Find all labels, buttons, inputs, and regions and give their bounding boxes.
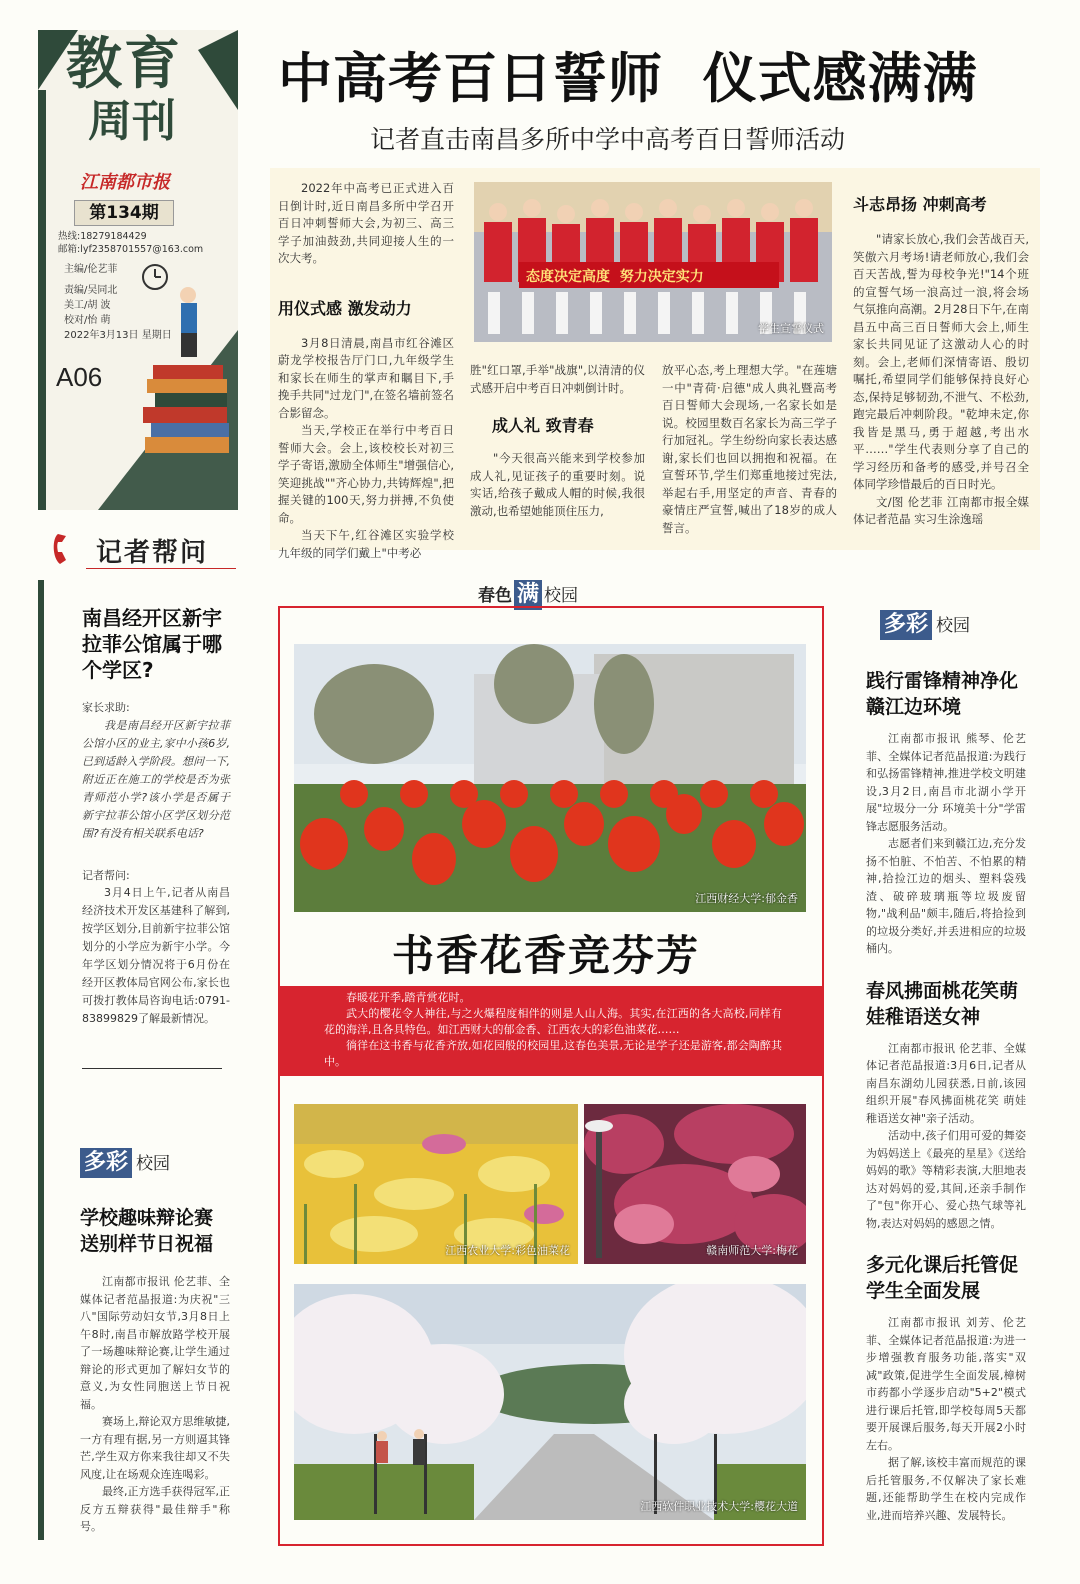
left-campus-para-2: 赛场上,辩论双方思维敏捷,一方有理有据,另一方则逼其锋芒,学生双方你来我往却又不失风度,让在场观众连连喝彩。	[80, 1415, 230, 1481]
story-col2-para: "今天很高兴能来到学校参加成人礼,见证孩子的重要时刻。说实话,给孩子戴成人帽的时候,我很激动,也希望她能顶住压力,	[470, 451, 645, 518]
story-para-3: 当天下午,红谷滩区实验学校九年级的同学们戴上"中考必	[278, 528, 454, 560]
spring-intro-3: 徜徉在这书香与花香齐放,如花园般的校园里,这春色美景,无论是学子还是游客,都会陶醉其中。	[324, 1039, 782, 1068]
helpdesk-title-label: 记者帮问	[96, 538, 209, 568]
main-subhead: 记者直击南昌多所中学中高考百日誓师活动	[370, 125, 846, 154]
spring-intro-band	[280, 986, 822, 1076]
helpdesk-article	[82, 605, 230, 1069]
tulip-photo	[294, 644, 806, 912]
main-headline: 中高考百日誓师 仪式感满满	[278, 47, 978, 110]
story-col2-top: 胜"红口罩,手举"战旗",以清清的仪式感开启中考百日冲刺倒计时。	[470, 363, 645, 395]
helpdesk-answer-head: 记者帮问:	[82, 868, 130, 882]
story-subhead-2: 成人礼 致青春	[492, 416, 594, 435]
email[interactable]: 邮箱:lyf2358701557@163.com	[58, 244, 204, 255]
left-campus-title: 学校趣味辩论赛送别样节日祝福	[80, 1207, 214, 1255]
cherry-photo-art	[294, 1284, 806, 1520]
story-column-1	[278, 180, 454, 562]
helpdesk-article-title: 南昌经开区新宇拉菲公馆属于哪个学区?	[82, 606, 222, 682]
left-campus-tag-a: 多彩	[80, 1148, 132, 1178]
hotline: 热线:18279184429	[58, 231, 147, 242]
article2-title: 春风拂面桃花笑萌娃稚语送女神	[866, 979, 1019, 1028]
left-rule	[38, 580, 44, 1540]
story-column-2	[470, 362, 645, 520]
plum-caption: 赣南师范大学:梅花	[706, 1244, 798, 1257]
helpdesk-answer: 3月4日上午,记者从南昌经济技术开发区基建科了解到,按学区划分,目前新宇拉菲公馆划分的小学应为新宇小学。今年学区划分情况将于6月份在经开区教体局官网公布,家长也可拨打教体局咨询电话:0791-83899829了解最新情况。	[82, 886, 230, 1025]
article3-title: 多元化课后托管促学生全面发展	[866, 1254, 1019, 1302]
plum-photo-art	[584, 1104, 806, 1264]
logo-line2: 周刊	[88, 96, 176, 147]
pledge-photo-art	[474, 182, 832, 342]
story-column-3	[662, 362, 837, 537]
article1-title: 践行雷锋精神净化赣江边环境	[866, 670, 1019, 718]
editor: 责编/吴同北	[64, 285, 118, 296]
left-campus-para-3: 最终,正方选手获得冠军,正反方五辩获得"最佳辩手"称号。	[80, 1485, 230, 1533]
helpdesk-divider	[82, 1068, 222, 1069]
left-campus-tag	[80, 1148, 220, 1180]
story-right-para: "请家长放心,我们会苦战百天,笑傲六月考场!请老师放心,我们会百天苦战,誓为母校争光!"14个班的宣誓气场一浪高过一浪,将会场气氛推向高潮。2月28日下午,在南昌五中高三百日誓师大会上,师生家长共同见证了这激动人心的时刻。会上,老师们深情寄语、殷切嘱托,希望同学们能够保持良好心态,保持足够韧劲,不泄气、不松劲,跑完最后冲刺阶段。"乾坤未定,你我皆是黑马,勇于超越,考出水平……"学生代表则分享了自己的学习经历和备考的感受,并号召全体同学珍惜最后的百日时光。	[853, 232, 1029, 491]
page-number: A06	[56, 362, 103, 392]
spring-intro-1: 春暖花开季,踏青赏花时。	[346, 991, 471, 1004]
pledge-photo-caption: 学生宣誓仪式	[758, 322, 824, 335]
chief-editor: 主编/伦艺菲	[64, 264, 118, 275]
article3-para-2: 据了解,该校丰富而规范的课后托管服务,不仅解决了家长难题,还能帮助学生在校内完成作业,进而培养兴趣、发展特长。	[866, 1456, 1026, 1522]
right-campus-tag	[880, 610, 1020, 642]
story-column-4	[853, 192, 1029, 529]
story-para-1: 3月8日清晨,南昌市红谷滩区蔚龙学校报告厅门口,九年级学生和家长在师生的掌声和瞩目下,手挽手共同"过龙门",在签名墙前签名合影留念。	[278, 335, 454, 420]
publish-date: 2022年3月13日 星期日	[64, 330, 172, 341]
phone-icon	[46, 528, 86, 570]
article1-para-2: 志愿者们来到赣江边,充分发扬不怕脏、不怕苦、不怕累的精神,拾捡江边的烟头、塑料袋残渣、破碎玻璃瓶等垃圾废留物,"战利品"颇丰,随后,将拾捡到的垃圾分类好,并丢进相应的垃圾桶内。	[866, 837, 1026, 955]
right-campus-articles	[866, 668, 1026, 1524]
story-byline: 文/图 伦艺菲 江南都市报全媒体记者范晶 实习生涂逸瑶	[853, 494, 1029, 526]
story-intro: 2022年中高考已正式进入百日倒计时,近日南昌多所中学召开百日冲刺誓师大会,为初三、高三学子加油鼓劲,共同迎接人生的一次大考。	[278, 181, 454, 265]
cherry-caption: 江西软件职业技术大学:樱花大道	[640, 1500, 798, 1513]
books-illustration	[133, 255, 233, 485]
article2-para-2: 活动中,孩子们用可爱的舞姿为妈妈送上《最亮的星星》《送给妈妈的歌》等精彩表演,大胆地表达对妈妈的爱,其间,还亲手制作了"包"你开心、爱心热气球等礼物,表达对妈妈的感恩之情。	[866, 1129, 1026, 1230]
proofreader: 校对/怡 萌	[64, 315, 111, 326]
issue-badge	[74, 200, 174, 226]
tulip-photo-art	[294, 644, 806, 912]
spring-intro-2: 武大的樱花令人神往,与之火爆程度相伴的则是人山人海。其实,在江西的各大高校,同样有花的海洋,且各具特色。如江西财大的郁金香、江西农大的彩色油菜花……	[324, 1007, 782, 1036]
issue-number: 第134期	[89, 203, 159, 223]
story-subhead-1: 用仪式感 激发动力	[278, 298, 412, 318]
story-para-2: 当天,学校正在举行中考百日誓师大会。会上,该校校长对初三学子寄语,激励全体师生"增强信心,笑迎挑战""齐心协力,共铸辉煌",把握关键的100天,努力拼搏,不负使命。	[278, 423, 454, 525]
spring-tag-a: 春色	[478, 586, 512, 606]
logo-line1: 教育	[66, 32, 182, 97]
helpdesk-question: 我是南昌经开区新宇拉菲公馆小区的业主,家中小孩6岁,已到适龄入学阶段。想问一下,附近正在施工的学校是否为张青师范小学?该小学是否属于新宇拉菲公馆小区学区划分范围?有没有相关联系电话?	[82, 718, 230, 840]
rapeseed-photo	[294, 1104, 578, 1264]
spring-title: 书香花香竞芬芳	[392, 931, 701, 980]
helpdesk-label	[46, 528, 236, 570]
tulip-caption: 江西财经大学:郁金香	[695, 892, 798, 905]
left-campus-article	[80, 1205, 230, 1536]
cherry-photo	[294, 1284, 806, 1520]
spring-tag-c: 校园	[544, 586, 579, 606]
story-subhead-3: 斗志昂扬 冲刺高考	[853, 195, 987, 214]
rapeseed-caption: 江西农业大学:彩色油菜花	[445, 1244, 570, 1257]
helpdesk-question-head: 家长求助:	[82, 701, 130, 714]
left-campus-tag-b: 校园	[136, 1154, 171, 1174]
article3-para-1: 江南都市报讯 刘芳、伦艺菲、全媒体记者范晶报道:为进一步增强教育服务功能,落实"双减"政策,促进学生全面发展,樟树市药都小学逐步启动"5+2"模式进行课后托管,即学校每周5天都要开展课后服务,每天开展2小时左右。	[866, 1316, 1026, 1452]
photo-banner-text: 态度决定高度 努力决定实力	[526, 269, 704, 285]
story-col3-para: 放平心态,考上理想大学。"在莲塘一中"青荷·启德"成人典礼暨高考百日誓师大会现场,一名家长如是说。校园里数百名家长为高三学子行加冠礼。学生纷纷向家长表达感谢,家长们也回以拥抱和祝福。在宣誓环节,学生们郑重地接过宪法,举起右手,用坚定的声音、青春的豪情庄严宣誓,喊出了18岁的成人誓言。	[662, 363, 837, 535]
rapeseed-photo-art	[294, 1104, 578, 1264]
right-campus-tag-b: 校园	[936, 616, 971, 636]
art-editor: 美工/胡 波	[64, 300, 111, 311]
right-campus-tag-a: 多彩	[880, 610, 932, 640]
article1-para-1: 江南都市报讯 熊琴、伦艺菲、全媒体记者范晶报道:为践行和弘扬雷锋精神,推进学校文明建设,3月2日,南昌市北湖小学开展"垃圾分一分 环境美十分"学雷锋志愿服务活动。	[866, 732, 1026, 833]
masthead	[38, 30, 238, 510]
article2-para-1: 江南都市报讯 伦艺菲、全媒体记者范晶报道:3月6日,记者从南昌东湖幼儿园获悉,日前,该园组织开展"春风拂面桃花笑 萌娃稚语送女神"亲子活动。	[866, 1041, 1026, 1125]
left-campus-para-1: 江南都市报讯 伦艺菲、全媒体记者范晶报道:为庆祝"三八"国际劳动妇女节,3月8日上午8时,南昌市解放路学校开展了一场趣味辩论赛,让学生通过辩论的形式更加了解妇女节的意义,为女性同胞送上节日祝福。	[80, 1275, 230, 1411]
pledge-photo	[474, 182, 832, 342]
plum-photo	[584, 1104, 806, 1264]
paper-name: 江南都市报	[80, 172, 170, 193]
spring-tag-b: 满	[514, 580, 542, 610]
